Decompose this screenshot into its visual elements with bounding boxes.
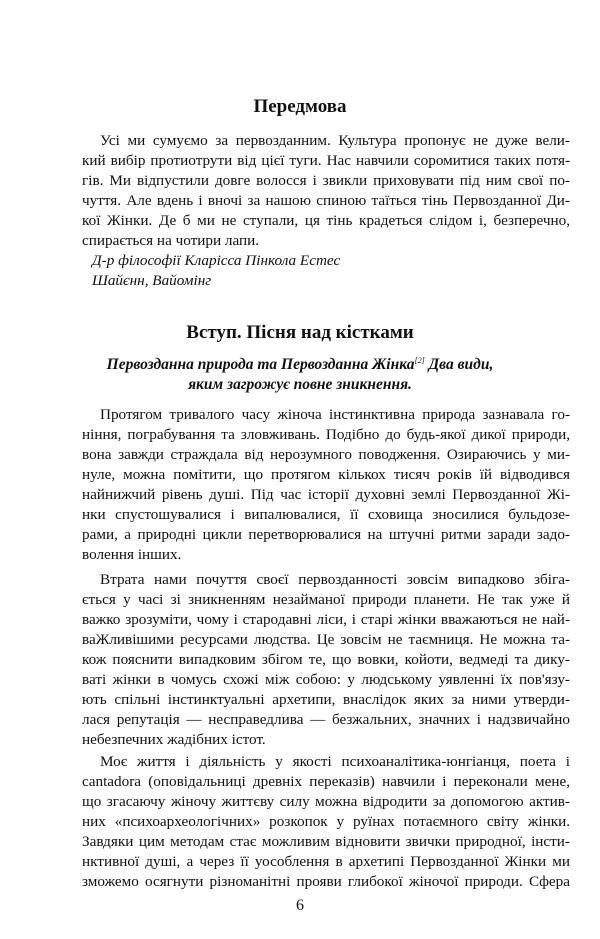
paragraph1-line: вона завжди страждала від нерозумного поводження. Озираючись у ми- bbox=[82, 446, 570, 463]
paragraph2-line: ють спільні інстинктуальні архетипи, внаслідок яких за ними утверди- bbox=[82, 691, 570, 708]
subtitle-text-a: Первозданна природа та Первозданна Жінка bbox=[106, 356, 415, 373]
paragraph1-line: волення інших. bbox=[82, 546, 182, 563]
preface-line: Усі ми сумуємо за первозданним. Культура пропонує не дуже вели- bbox=[100, 132, 570, 149]
paragraph2-line: ється у часі зі зникненням незайманої природи планети. Не так уже й bbox=[82, 591, 570, 608]
paragraph2-line: ваті жінки в чомусь схожі між собою: у людському уявленні їх пов'язу- bbox=[82, 671, 570, 688]
paragraph3-line: Моє життя і діяльність у якості психоаналітика-юнгіанця, поета і bbox=[100, 753, 570, 770]
preface-line: чуття. Але вдень і вночі за нашою спиною таїться тінь Первозданної Ди- bbox=[82, 192, 570, 209]
paragraph2-line: кож пояснити випадковим збігом те, що вовки, койоти, ведмеді та дику- bbox=[82, 651, 570, 668]
preface-title: Передмова bbox=[253, 96, 347, 117]
paragraph3-line: cantadora (оповідальниці древніх переказів) навчили і переконали мене, bbox=[82, 773, 570, 790]
paragraph3-line: що згасаючу жіночу життєву силу можна відродити за допомогою актив- bbox=[82, 793, 570, 810]
preface-line: спирається на чотири лапи. bbox=[82, 232, 260, 249]
footnote-link[interactable]: [2] bbox=[414, 355, 425, 365]
paragraph3-line: них «психоархеологічних» розкопок у руїнах потаємного світу жінки. bbox=[82, 813, 570, 830]
paragraph1-line: нуле, можна помітити, що протягом кількох тисяч років їй відводився bbox=[82, 466, 570, 483]
page-number: 6 bbox=[296, 897, 304, 914]
intro-subtitle-line1 bbox=[0, 355, 600, 375]
paragraph2-line: важко зрозуміти, чому і стародавні ліси, і старі жінки вважаються не най- bbox=[82, 611, 570, 628]
paragraph2-line: ваЖливішими ресурсами людства. Це зовсім не таємниця. Не можна та- bbox=[82, 631, 570, 648]
paragraph1-line: найнижчий рівень душі. Під час історії духовні землі Первозданної Жі- bbox=[82, 486, 570, 503]
paragraph1-line: ніння, пограбування та зловживань. Подібно до будь-якої дикої природи, bbox=[82, 426, 570, 443]
intro-title: Вступ. Пісня над кістками bbox=[186, 322, 414, 343]
signature-place: Шайєнн, Вайомінг bbox=[92, 272, 212, 289]
paragraph1-line: рами, а природні цикли перетворювалися на штучні ритми заради задо- bbox=[82, 526, 570, 543]
preface-line: кий вибір протиотрути від цієї туги. Нас навчили соромитися таких потя- bbox=[82, 152, 570, 169]
paragraph2-line: небезпечних жадібних істот. bbox=[82, 731, 266, 748]
paragraph1-line: нки спустошувалися і випалювалися, її сховища зносилися бульдозе- bbox=[82, 506, 570, 523]
paragraph3-line: Завдяки цим методам стає можливим відновити звички природної, інсти- bbox=[82, 833, 570, 850]
paragraph3-line: нктивної душі, а через її уособлення в архетипі Первозданної Жінки ми bbox=[82, 853, 570, 870]
signature-author: Д-р філософії Кларісса Пінкола Естес bbox=[92, 252, 341, 269]
paragraph1-line: Протягом тривалого часу жіноча інстинктивна природа зазнавала го- bbox=[100, 406, 570, 423]
preface-line: гів. Ми відпустили довге волосся і звикли приховувати під ним свої по- bbox=[82, 172, 570, 189]
subtitle-text-b: Два види, bbox=[424, 356, 494, 373]
paragraph2-line: Втрата нами почуття своєї первозданності зовсім випадково збіга- bbox=[100, 571, 570, 588]
preface-line: кої Жінки. Де б ми не ступали, ця тінь крадеться слідом і, безперечно, bbox=[82, 212, 570, 229]
paragraph3-line: зможемо осягнути різноманітні прояви глибокої жіночої природи. Сфера bbox=[82, 873, 570, 890]
intro-subtitle-line2: яким загрожує повне зникнення. bbox=[188, 376, 412, 393]
paragraph2-line: лася репутація — несправедлива — безжальних, значних і надзвичайно bbox=[82, 711, 570, 728]
